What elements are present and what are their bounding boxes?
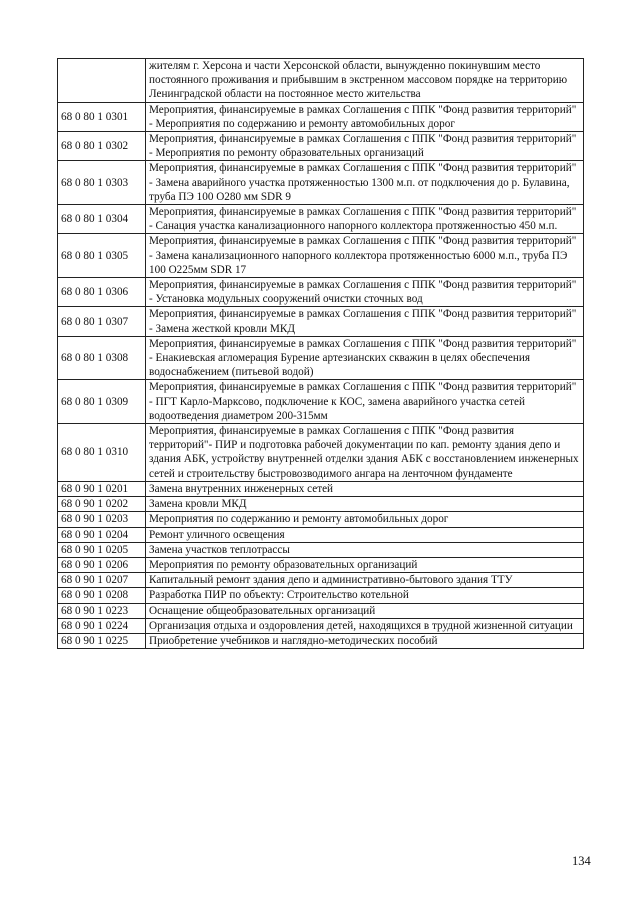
- row-description: Мероприятия, финансируемые в рамках Соглашения с ППК "Фонд развития территорий" - Санация участка канализационного напорного коллектора протяженностью 450 м.п.: [146, 205, 584, 234]
- row-description: Замена кровли МКД: [146, 497, 584, 512]
- table-row: [58, 512, 584, 527]
- table-row: [58, 132, 584, 161]
- table-row: [58, 497, 584, 512]
- row-code: 68 0 80 1 0309: [58, 380, 146, 424]
- row-description: Мероприятия, финансируемые в рамках Соглашения с ППК "Фонд развития территорий"- ПИР и подготовка рабочей документации по кап. ремонту здания депо и здания АБК, устройству внутренней отделки здания АБК с восстановлением инженерных сетей и строительству быстровозводимого ангара на ленточном фундаменте: [146, 424, 584, 482]
- row-description: Мероприятия по содержанию и ремонту автомобильных дорог: [146, 512, 584, 527]
- row-code: 68 0 90 1 0225: [58, 633, 146, 648]
- row-description: Капитальный ремонт здания депо и административно-бытового здания ТТУ: [146, 573, 584, 588]
- row-code: 68 0 90 1 0202: [58, 497, 146, 512]
- table-row: [58, 59, 584, 103]
- table-row: [58, 278, 584, 307]
- row-description: Мероприятия по ремонту образовательных организаций: [146, 557, 584, 572]
- table-row: [58, 234, 584, 278]
- table-row: [58, 542, 584, 557]
- row-code: 68 0 90 1 0224: [58, 618, 146, 633]
- row-description: Замена участков теплотрассы: [146, 542, 584, 557]
- row-code: 68 0 90 1 0223: [58, 603, 146, 618]
- budget-codes-table: [57, 58, 584, 649]
- table-row: [58, 527, 584, 542]
- row-code: 68 0 90 1 0203: [58, 512, 146, 527]
- table-row: [58, 557, 584, 572]
- row-code: 68 0 80 1 0302: [58, 132, 146, 161]
- table-row: [58, 205, 584, 234]
- row-code: 68 0 80 1 0301: [58, 102, 146, 131]
- row-description: жителям г. Херсона и части Херсонской области, вынужденно покинувшим место постоянного проживания и прибывшим в экстренном массовом порядке на территорию Ленинградской области на постоянное место жительства: [146, 59, 584, 103]
- row-description: Мероприятия, финансируемые в рамках Соглашения с ППК "Фонд развития территорий" - Мероприятия по содержанию и ремонту автомобильных дорог: [146, 102, 584, 131]
- row-description: Мероприятия, финансируемые в рамках Соглашения с ППК "Фонд развития территорий" - Енакиевская агломерация Бурение артезианских скважин в целях обеспечения водоснабжением (питьевой водой): [146, 336, 584, 380]
- row-code: 68 0 80 1 0307: [58, 307, 146, 336]
- row-description: Мероприятия, финансируемые в рамках Соглашения с ППК "Фонд развития территорий" - Замена аварийного участка протяженностью 1300 м.п. от подключения до р. Булавина, труба ПЭ 100 О280 мм SDR 9: [146, 161, 584, 205]
- table-row: [58, 573, 584, 588]
- row-description: Мероприятия, финансируемые в рамках Соглашения с ППК "Фонд развития территорий" - Установка модульных сооружений очистки сточных вод: [146, 278, 584, 307]
- row-description: Организация отдыха и оздоровления детей, находящихся в трудной жизненной ситуации: [146, 618, 584, 633]
- table-row: [58, 481, 584, 496]
- row-code: 68 0 80 1 0305: [58, 234, 146, 278]
- table-row: [58, 588, 584, 603]
- row-description: Мероприятия, финансируемые в рамках Соглашения с ППК "Фонд развития территорий" - Мероприятия по ремонту образовательных организаций: [146, 132, 584, 161]
- table-row: [58, 380, 584, 424]
- row-description: Приобретение учебников и наглядно-методических пособий: [146, 633, 584, 648]
- row-code: 68 0 80 1 0310: [58, 424, 146, 482]
- table-row: [58, 307, 584, 336]
- row-description: Мероприятия, финансируемые в рамках Соглашения с ППК "Фонд развития территорий" - ПГТ Карло-Марксово, подключение к КОС, замена аварийного участка сетей водоотведения диаметром 200-315мм: [146, 380, 584, 424]
- table-row: [58, 603, 584, 618]
- row-code: 68 0 90 1 0207: [58, 573, 146, 588]
- row-code: 68 0 80 1 0303: [58, 161, 146, 205]
- row-description: Мероприятия, финансируемые в рамках Соглашения с ППК "Фонд развития территорий" - Замена канализационного напорного коллектора протяженностью 6000 м.п., труба ПЭ 100 О225мм SDR 17: [146, 234, 584, 278]
- row-description: Мероприятия, финансируемые в рамках Соглашения с ППК "Фонд развития территорий" - Замена жесткой кровли МКД: [146, 307, 584, 336]
- page-number: 134: [572, 854, 591, 868]
- table-row: [58, 633, 584, 648]
- row-description: Оснащение общеобразовательных организаций: [146, 603, 584, 618]
- table-row: [58, 618, 584, 633]
- row-code: 68 0 90 1 0204: [58, 527, 146, 542]
- row-code: 68 0 90 1 0208: [58, 588, 146, 603]
- row-code: 68 0 80 1 0306: [58, 278, 146, 307]
- row-code: [58, 59, 146, 103]
- row-description: Замена внутренних инженерных сетей: [146, 481, 584, 496]
- row-code: 68 0 80 1 0304: [58, 205, 146, 234]
- row-description: Ремонт уличного освещения: [146, 527, 584, 542]
- table-row: [58, 336, 584, 380]
- table-row: [58, 102, 584, 131]
- table-row: [58, 424, 584, 482]
- row-code: 68 0 90 1 0205: [58, 542, 146, 557]
- table-body: [58, 59, 584, 649]
- row-description: Разработка ПИР по объекту: Строительство котельной: [146, 588, 584, 603]
- row-code: 68 0 80 1 0308: [58, 336, 146, 380]
- table-row: [58, 161, 584, 205]
- row-code: 68 0 90 1 0201: [58, 481, 146, 496]
- row-code: 68 0 90 1 0206: [58, 557, 146, 572]
